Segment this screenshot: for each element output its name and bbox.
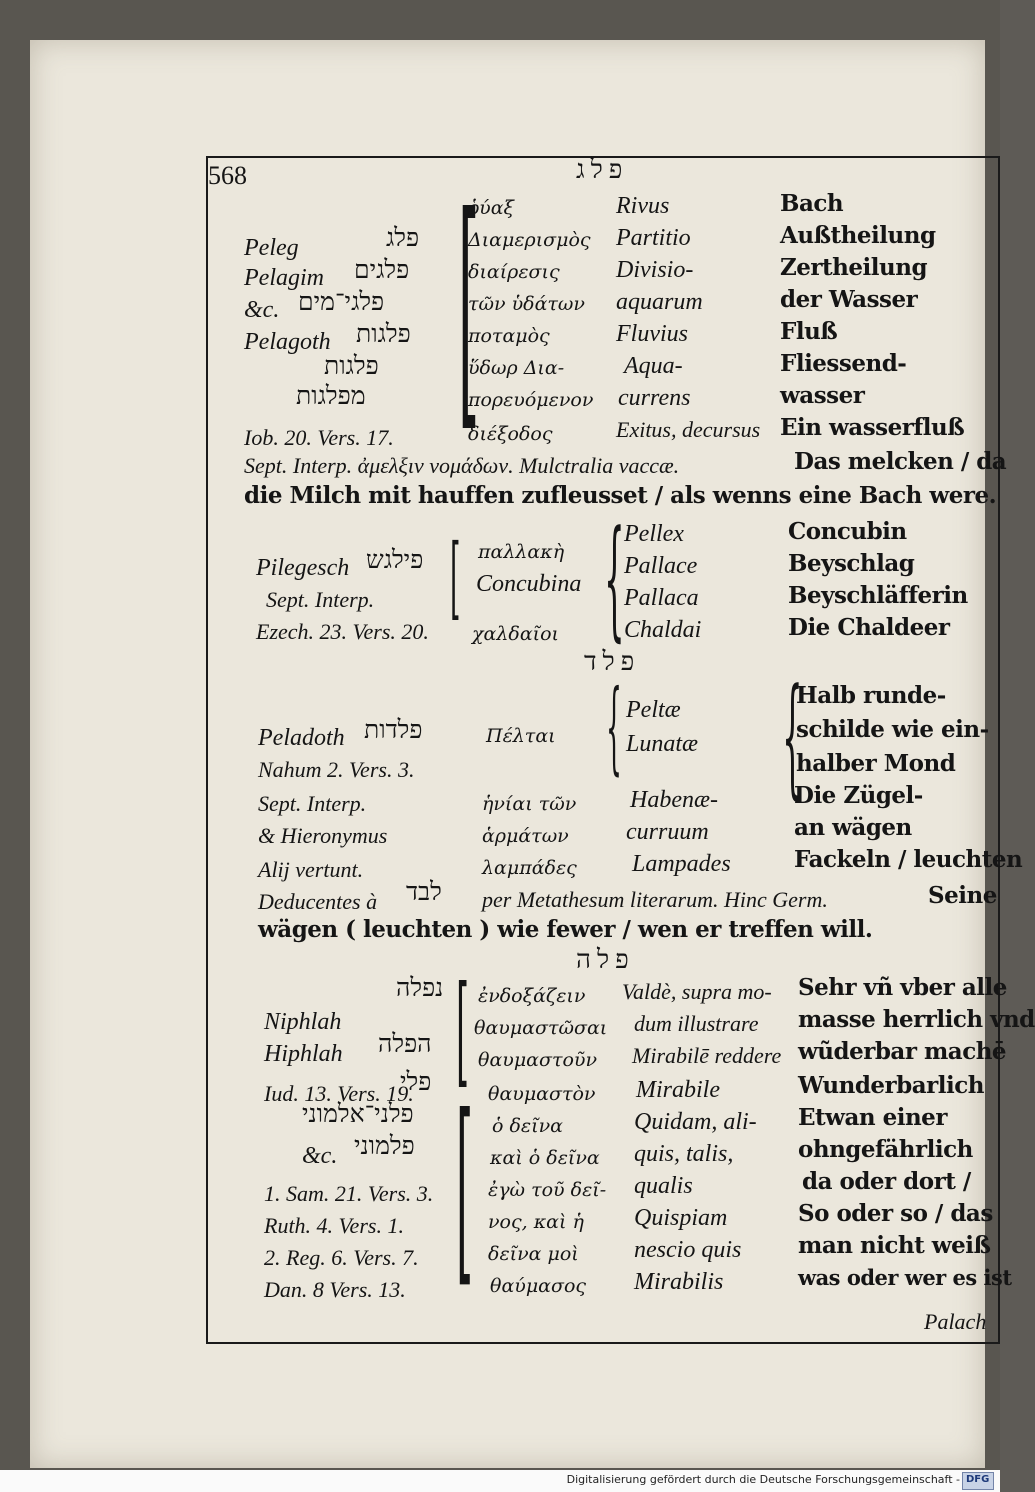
greek-term: θαυμαστῶσαι (474, 1017, 608, 1039)
german-term: Bach (780, 190, 844, 217)
greek-term: ὕδωρ Δια- (468, 357, 565, 379)
german-term: masse herrlich vnd (798, 1006, 1035, 1033)
latin-term: Pallaca (624, 585, 699, 611)
latin-term: Mirabilē reddere (632, 1043, 782, 1068)
verse-reference: Ruth. 4. Vers. 1. (264, 1213, 404, 1238)
hebrew-term: פילגש (366, 545, 424, 574)
latin-term: Concubina (476, 571, 582, 597)
note-text-german: Seine (928, 882, 997, 909)
transliteration: Hiphlah (264, 1041, 343, 1067)
verse-reference: Dan. 8 Vers. 13. (264, 1277, 406, 1302)
greek-term: ἡνίαι τῶν (482, 793, 577, 815)
note-text-german: wägen ( leuchten ) wie fewer / wen er treffen will. (258, 916, 873, 943)
greek-term: διέξοδος (468, 423, 553, 445)
greek-term: ὁ δεῖνα (492, 1115, 563, 1137)
page-number: 568 (208, 161, 247, 190)
greek-term: Διαμερισμὸς (468, 229, 591, 251)
hebrew-term: פלגים (354, 255, 410, 284)
greek-term: ῥύαξ (468, 197, 515, 219)
frame-rule-bottom (206, 1342, 1000, 1344)
greek-term: ποταμὸς (468, 325, 550, 347)
verse-reference: Ezech. 23. Vers. 20. (256, 619, 429, 644)
note-text-german: Das melcken / da (794, 448, 1007, 475)
hebrew-term: הפלה (378, 1029, 432, 1058)
verse-reference: Iob. 20. Vers. 17. (244, 425, 394, 450)
hebrew-term: נפלה (396, 973, 444, 1002)
german-term: Fluß (780, 318, 838, 345)
hebrew-term: מפלגות (296, 381, 366, 410)
german-term: Ein wasserfluß (780, 414, 965, 441)
brace-section2-latin: { (604, 502, 625, 654)
german-term: schilde wie ein- (796, 716, 989, 743)
german-term: Beyschläfferin (788, 582, 968, 609)
latin-term: aquarum (616, 289, 703, 315)
german-term: da oder dort / (802, 1168, 971, 1195)
latin-term: Quispiam (634, 1205, 728, 1231)
hebrew-term: פלמוני (354, 1131, 415, 1160)
greek-term: νος, καὶ ἡ (488, 1211, 584, 1233)
latin-term: Fluvius (616, 321, 688, 347)
greek-term: παλλακὴ (478, 541, 565, 563)
greek-term: ἁρμάτων (482, 825, 569, 847)
latin-term: Divisio- (616, 257, 694, 283)
transliteration: &c. (244, 297, 280, 323)
latin-term: Pallace (624, 553, 698, 579)
transliteration: Niphlah (264, 1009, 342, 1035)
greek-term: λαμπάδες (482, 857, 577, 879)
brace-section4-bottom: [ (456, 1073, 474, 1306)
transliteration: Pelagoth (244, 329, 331, 355)
latin-term: Mirabile (636, 1077, 720, 1103)
text-frame (206, 155, 1035, 1344)
greek-term: θαυμαστὸν (488, 1083, 596, 1105)
latin-term: Peltæ (626, 697, 681, 723)
latin-term: Pellex (624, 521, 684, 547)
latin-term: Lunatæ (626, 731, 699, 757)
hebrew-term: פלי (400, 1067, 432, 1096)
hebrew-term: פלני־אלמוני (302, 1099, 414, 1128)
greek-term: θαυμαστοῦν (478, 1049, 598, 1071)
dfg-logo-text: DFG (966, 1474, 990, 1485)
german-term: Fliessend- (780, 350, 907, 377)
latin-term: Rivus (616, 193, 670, 219)
german-term: man nicht weiß (798, 1232, 991, 1259)
greek-term: χαλδαῖοι (472, 623, 559, 645)
latin-term: Chaldai (624, 617, 702, 643)
latin-term: Habenæ- (630, 787, 718, 813)
frame-rule-right (998, 156, 1000, 1344)
german-term: Die Chaldeer (788, 614, 950, 641)
dfg-logo-icon (962, 1472, 994, 1490)
verse-reference: Sept. Interp. (258, 791, 367, 816)
brace-section1-greek: [ (458, 163, 480, 454)
brace-section3-german: { (782, 660, 803, 812)
latin-term: Lampades (632, 851, 731, 877)
brace-section4-top: [ (456, 961, 470, 1100)
greek-term: θαύμασος (490, 1275, 587, 1297)
hebrew-term: פלדות (364, 715, 423, 744)
german-term: Concubin (788, 518, 907, 545)
german-term: ohngefährlich (798, 1136, 973, 1163)
german-term: So oder so / das (798, 1200, 993, 1227)
german-term: Sehr vñ vber alle (798, 974, 1007, 1001)
german-term: Zertheilung (780, 254, 928, 281)
latin-term: Valdè, supra mo- (622, 979, 772, 1004)
greek-term: ἐνδοξάζειν (478, 985, 586, 1007)
greek-term: Πέλται (486, 725, 556, 747)
german-term: Wunderbarlich (798, 1072, 984, 1099)
verse-reference: & Hieronymus (258, 823, 388, 848)
german-term: Halb runde- (796, 682, 946, 709)
hebrew-term: פלגות (324, 351, 379, 380)
note-text: Sept. Interp. ἀμελξιν νομάδων. Mulctralia vaccæ. (244, 453, 680, 478)
verse-reference: Nahum 2. Vers. 3. (258, 757, 415, 782)
verse-reference: Alij vertunt. (258, 857, 364, 882)
book-page (30, 40, 1035, 1468)
latin-term: Exitus, decursus (616, 417, 761, 442)
hebrew-term: פלגי־מים (298, 287, 385, 316)
transliteration: Peladoth (258, 725, 345, 751)
german-term: wasser (780, 382, 865, 409)
transliteration: Pelagim (244, 265, 324, 291)
greek-term: διαίρεσις (468, 261, 560, 283)
note-text-german: die Milch mit hauffen zufleusset / als wenns eine Bach were. (244, 482, 997, 509)
brace-section2: [ (450, 525, 461, 630)
latin-term: Aqua- (624, 353, 683, 379)
german-term: Die Zügel- (794, 782, 923, 809)
german-term: wũderbar machē (798, 1038, 1007, 1065)
german-term: an wägen (794, 814, 912, 841)
latin-term: dum illustrare (634, 1011, 759, 1036)
hebrew-term: פלג (386, 223, 420, 252)
verse-reference: Iud. 13. Vers. 19. (264, 1081, 414, 1106)
transliteration: Peleg (244, 235, 299, 261)
latin-term: currens (618, 385, 691, 411)
footer-text: Digitalisierung gefördert durch die Deutsche Forschungsgemeinschaft - (566, 1473, 960, 1486)
latin-term: Mirabilis (634, 1269, 724, 1295)
verse-reference: 2. Reg. 6. Vers. 7. (264, 1245, 419, 1270)
transliteration: &c. (302, 1143, 338, 1169)
german-term: der Wasser (780, 286, 918, 313)
greek-term: ἐγὼ τοῦ δεῖ- (488, 1179, 607, 1201)
latin-term: qualis (634, 1173, 693, 1199)
german-term: Fackeln / leuchten (794, 846, 1023, 873)
verse-reference: 1. Sam. 21. Vers. 3. (264, 1181, 434, 1206)
latin-term: curruum (626, 819, 709, 845)
hebrew-term: פלגות (356, 319, 411, 348)
brace-section3-latin: { (606, 668, 622, 785)
latin-term: quis, talis, (634, 1141, 734, 1167)
frame-rule-left (206, 156, 208, 1344)
german-term: Beyschlag (788, 550, 915, 577)
german-term: was oder wer es ist (798, 1265, 1012, 1290)
section-head-hebrew: פלד (584, 647, 641, 677)
verse-reference: Sept. Interp. (266, 587, 375, 612)
german-term: halber Mond (796, 750, 956, 777)
greek-term: δεῖνα μοὶ (488, 1243, 579, 1265)
greek-term: πορευόμενον (468, 389, 594, 411)
digitization-footer (0, 1470, 1000, 1492)
german-term: Etwan einer (798, 1104, 947, 1131)
latin-term: Quidam, ali- (634, 1109, 757, 1135)
running-head-hebrew: פלג (576, 155, 629, 185)
hebrew-term: לבד (406, 877, 442, 906)
greek-term: τῶν ὑδάτων (468, 293, 585, 315)
note-text: Deducentes à (258, 889, 378, 914)
section-head-hebrew: פלה (576, 945, 635, 975)
greek-term: καὶ ὁ δεῖνα (490, 1147, 600, 1169)
latin-term: Partitio (616, 225, 691, 251)
german-term: Außtheilung (780, 222, 936, 249)
transliteration: Pilegesch (256, 555, 350, 581)
note-text: per Metathesum literarum. Hinc Germ. (482, 887, 828, 912)
latin-term: nescio quis (634, 1237, 742, 1263)
catchword: Palach (924, 1309, 987, 1334)
